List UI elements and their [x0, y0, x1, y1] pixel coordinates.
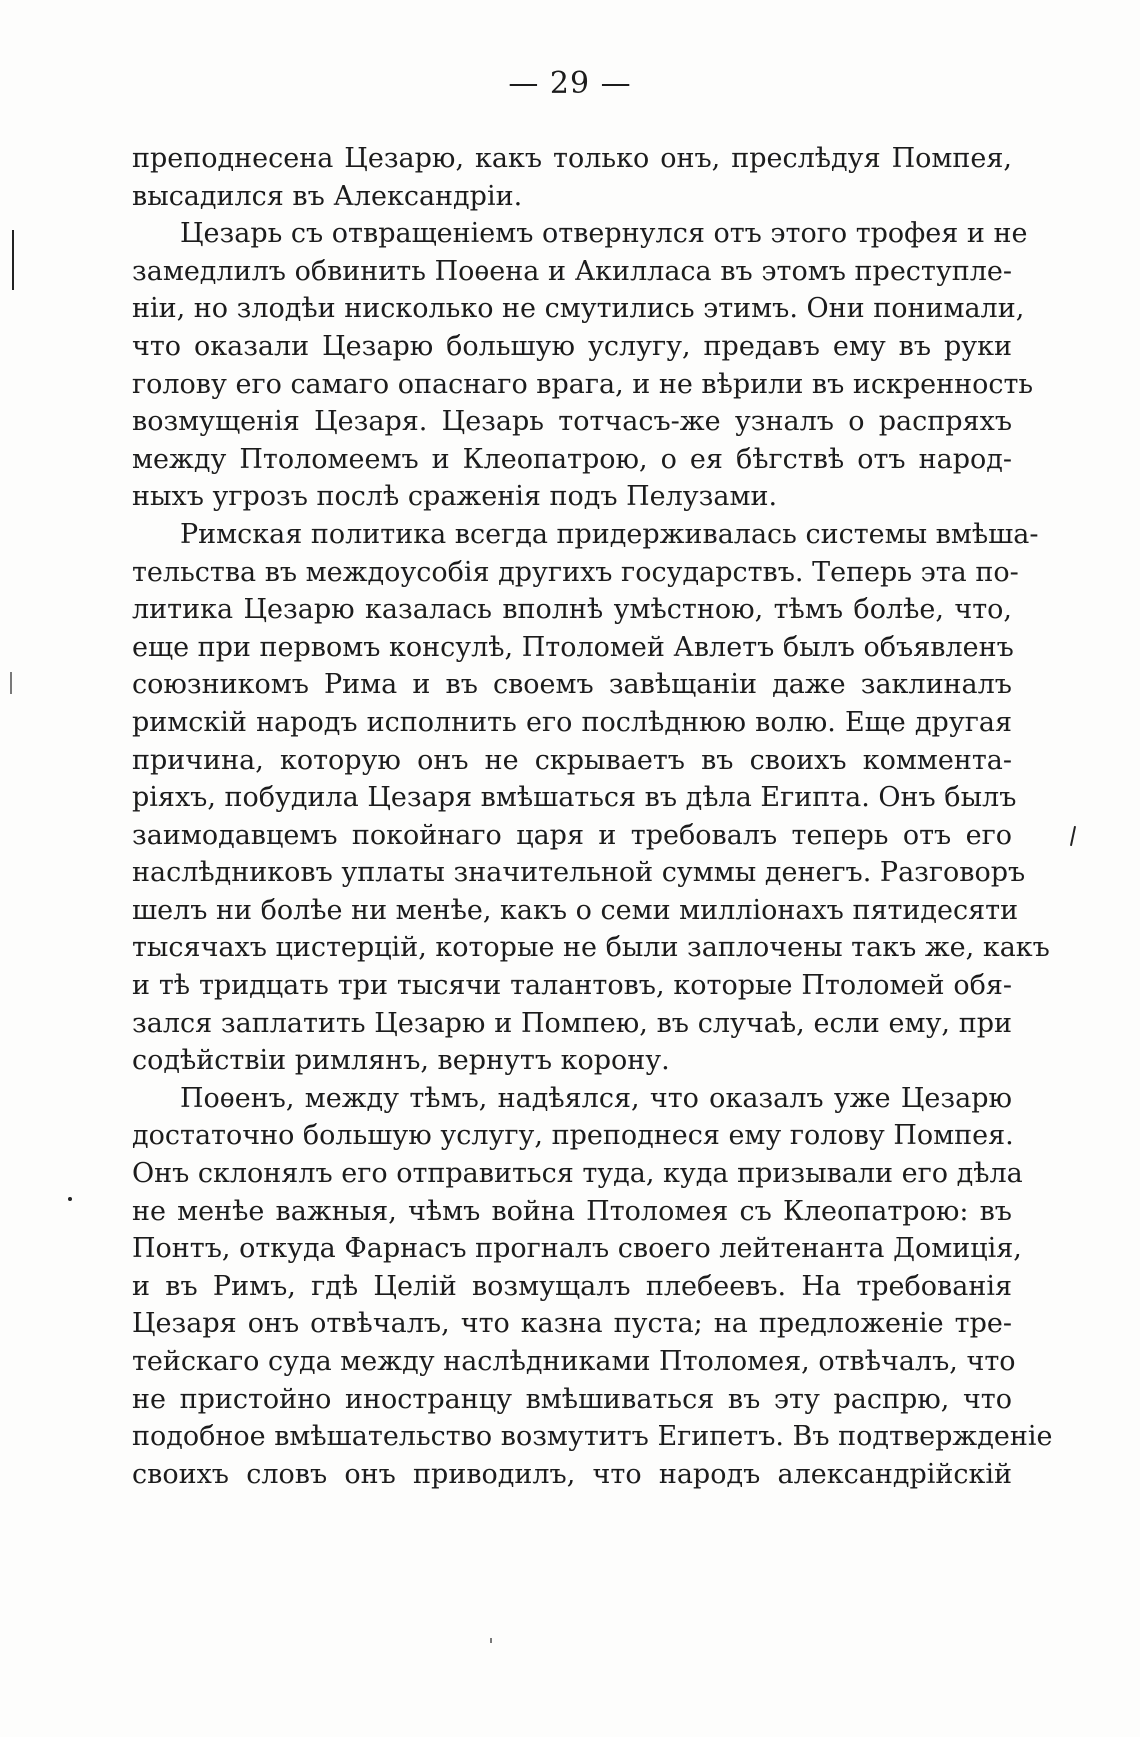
text-line: Цезаря онъ отвѣчалъ, что казна пуста; на предложеніе тре-: [132, 1308, 1012, 1340]
text-line: Цезарь съ отвращеніемъ отвернулся отъ этого трофея и не: [180, 218, 1028, 250]
text-line: Понтъ, откуда Фарнасъ прогналъ своего лейтенанта Домиція,: [132, 1233, 1022, 1265]
text-line: и тѣ тридцать три тысячи талантовъ, которые Птоломей обя-: [132, 970, 1012, 1002]
paragraph-1: [132, 140, 1012, 215]
paragraph-3: [132, 516, 1050, 1080]
text-line: шелъ ни болѣе ни менѣе, какъ о семи милліонахъ пятидесяти: [132, 894, 1019, 926]
text-line: Поѳенъ, между тѣмъ, надѣялся, что оказалъ уже Цезарю: [180, 1082, 1012, 1114]
text-line: что оказали Цезарю большую услугу, предавъ ему въ руки: [132, 330, 1012, 362]
text-line: Римская политика всегда придерживалась системы вмѣша-: [180, 518, 1039, 550]
text-line: своихъ словъ онъ приводилъ, что народъ александрійскій: [132, 1458, 1012, 1490]
paragraph-2: [132, 215, 1034, 516]
text-line: союзникомъ Рима и въ своемъ завѣщаніи даже заклиналъ: [132, 669, 1012, 701]
text-body: [132, 140, 1053, 1493]
text-line: голову его самаго опаснаго врага, и не вѣрили въ искренность: [132, 368, 1034, 400]
text-line: литика Цезарю казалась вполнѣ умѣстною, тѣмъ болѣе, что,: [132, 594, 1012, 626]
text-line: не менѣе важныя, чѣмъ война Птоломея съ Клеопатрою: въ: [132, 1195, 1012, 1227]
text-line: возмущенія Цезаря. Цезарь тотчасъ-же узналъ о распряхъ: [132, 406, 1012, 438]
page-number: — 29 —: [508, 66, 632, 101]
text-line: ніи, но злодѣи нисколько не смутились этимъ. Они понимали,: [132, 293, 1025, 325]
text-line: между Птоломеемъ и Клеопатрою, о ея бѣгствѣ отъ народ-: [132, 443, 1012, 475]
text-line: преподнесена Цезарю, какъ только онъ, преслѣдуя Помпея,: [132, 143, 1012, 174]
text-line: наслѣдниковъ уплаты значительной суммы денегъ. Разговоръ: [132, 857, 1026, 889]
text-line: тельства въ междоусобія другихъ государствъ. Теперь эта по-: [132, 556, 1019, 588]
text-line: ріяхъ, побудила Цезаря вмѣшаться въ дѣла Египта. Онъ былъ: [132, 782, 1017, 814]
text-line: тейскаго суда между наслѣдниками Птоломея, отвѣчалъ, что: [132, 1346, 1016, 1377]
text-line: римскій народъ исполнить его послѣднюю волю. Еще другая: [132, 706, 1012, 738]
text-line: подобное вмѣшательство возмутитъ Египетъ. Въ подтвержденіе: [132, 1421, 1053, 1453]
text-line: не пристойно иностранцу вмѣшиваться въ эту распрю, что: [132, 1383, 1012, 1415]
text-line: Онъ склонялъ его отправиться туда, куда призывали его дѣла: [132, 1158, 1023, 1190]
text-line: содѣйствіи римлянъ, вернутъ корону.: [132, 1045, 670, 1077]
scan-margin-mark: [490, 1638, 492, 1643]
text-line: еще при первомъ консулѣ, Птоломей Авлетъ былъ объявленъ: [132, 631, 1014, 663]
text-line: ныхъ угрозъ послѣ сраженія подъ Пелузами.: [132, 481, 778, 513]
text-line: зался заплатить Цезарю и Помпею, въ случаѣ, если ему, при: [132, 1007, 1012, 1039]
paragraph-4: [132, 1080, 1053, 1494]
text-line: причина, которую онъ не скрываетъ въ своихъ коммента-: [132, 744, 1012, 776]
text-line: замедлилъ обвинить Поѳена и Акилласа въ этомъ преступле-: [132, 255, 1012, 287]
scan-margin-mark: [68, 1197, 72, 1201]
scan-margin-mark: [1070, 826, 1076, 846]
text-line: и въ Римъ, гдѣ Целій возмущалъ плебеевъ. На требованія: [132, 1270, 1012, 1302]
text-line: заимодавцемъ покойнаго царя и требовалъ теперь отъ его: [132, 819, 1012, 851]
text-line: достаточно большую услугу, преподнеся ему голову Помпея.: [132, 1120, 1014, 1152]
text-line: тысячахъ цистерцій, которые не были заплочены такъ же, какъ: [132, 932, 1050, 964]
scan-margin-mark: [10, 672, 12, 694]
text-line: высадился въ Александріи.: [132, 180, 523, 212]
scan-margin-mark: [12, 230, 14, 290]
